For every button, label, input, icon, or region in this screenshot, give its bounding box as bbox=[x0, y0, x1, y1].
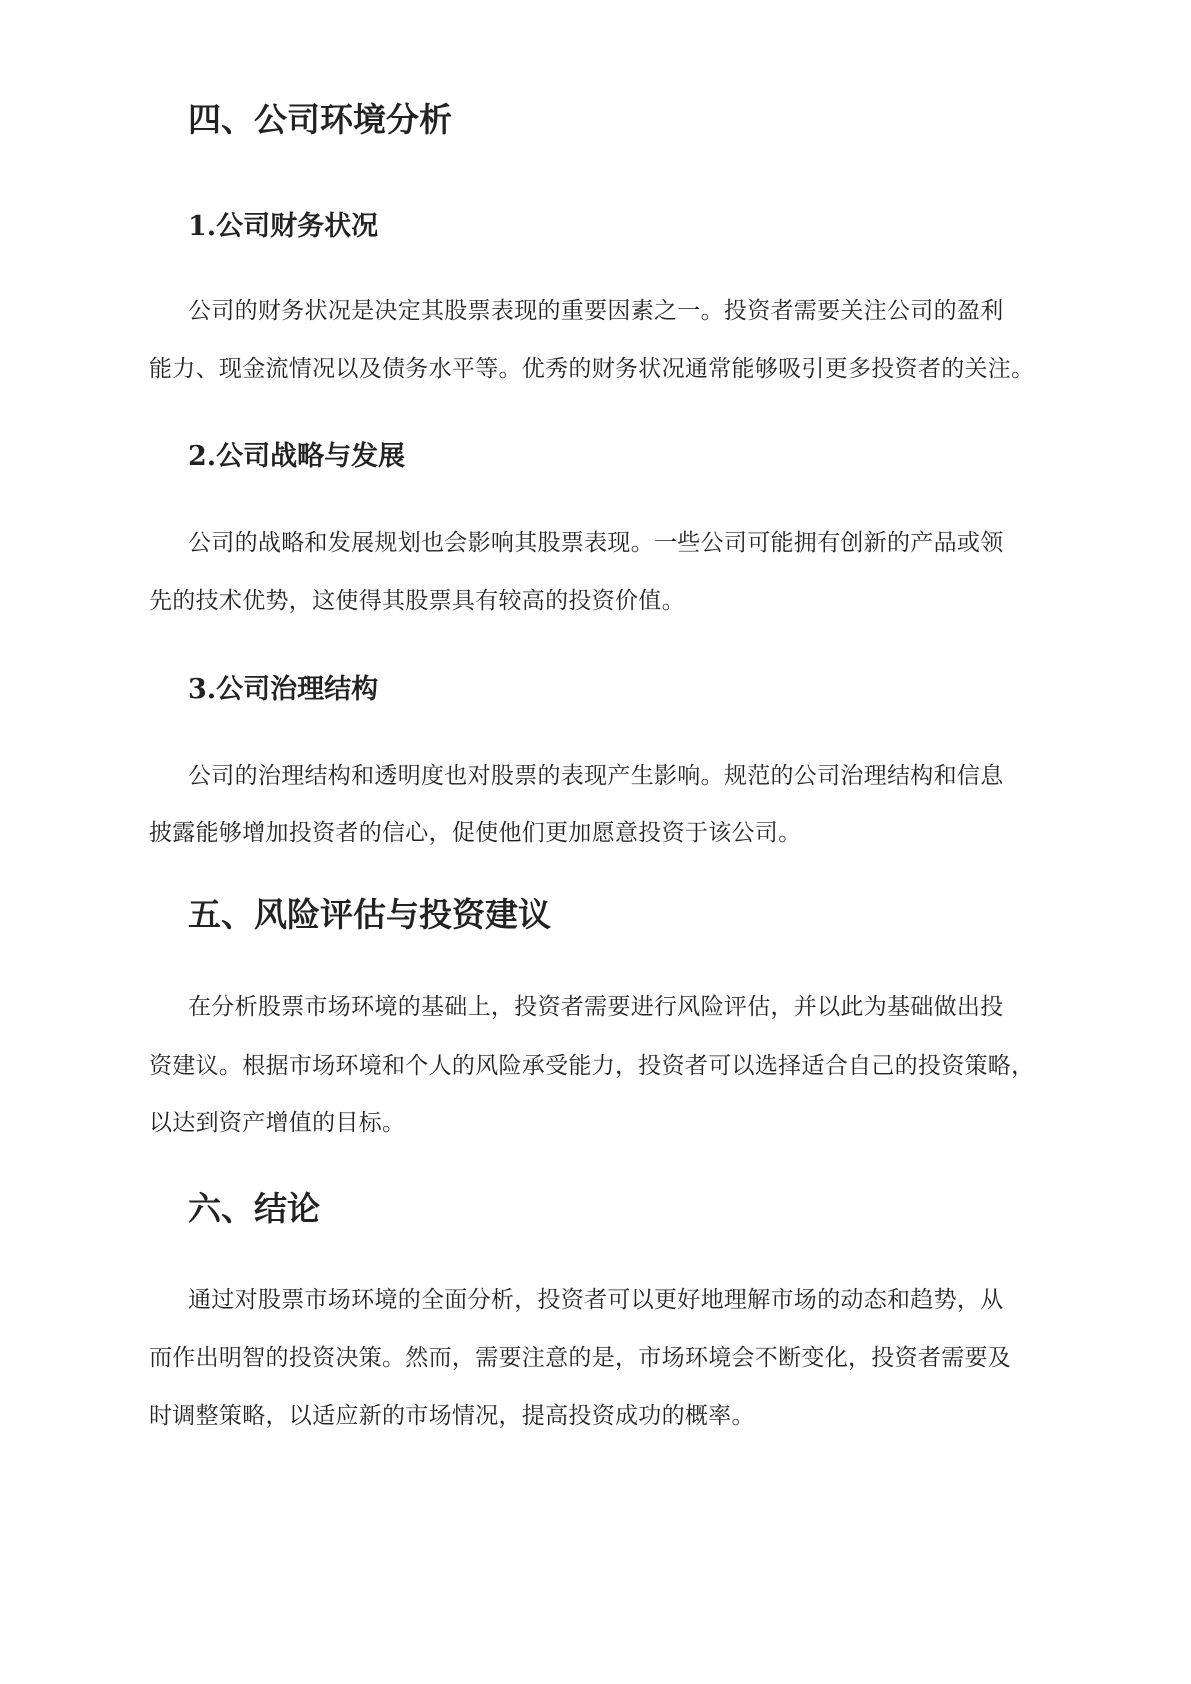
paragraph-line: 公司的财务状况是决定其股票表现的重要因素之一。投资者需要关注公司的盈利 bbox=[188, 298, 1004, 324]
paragraph-line: 以达到资产增值的目标。 bbox=[149, 1110, 406, 1136]
paragraph-line: 披露能够增加投资者的信心，促使他们更加愿意投资于该公司。 bbox=[149, 820, 802, 846]
paragraph-line: 通过对股票市场环境的全面分析，投资者可以更好地理解市场的动态和趋势，从 bbox=[188, 1287, 1004, 1313]
paragraph-line: 能力、现金流情况以及债务水平等。优秀的财务状况通常能够吸引更多投资者的关注。 bbox=[149, 356, 1035, 382]
section-heading-6: 六、结论 bbox=[188, 1189, 320, 1228]
paragraph-line: 时调整策略，以适应新的市场情况，提高投资成功的概率。 bbox=[149, 1403, 755, 1429]
paragraph-line: 在分析股票市场环境的基础上，投资者需要进行风险评估，并以此为基础做出投 bbox=[188, 994, 1004, 1020]
paragraph-line: 而作出明智的投资决策。然而，需要注意的是，市场环境会不断变化，投资者需要及 bbox=[149, 1345, 1012, 1371]
section-heading-4: 四、公司环境分析 bbox=[188, 100, 452, 139]
subsection-title-1: 1.公司财务状况 bbox=[188, 211, 379, 242]
subsection-title-3: 3.公司治理结构 bbox=[188, 674, 379, 705]
paragraph-line: 公司的治理结构和透明度也对股票的表现产生影响。规范的公司治理结构和信息 bbox=[188, 763, 1004, 789]
paragraph-line: 公司的战略和发展规划也会影响其股票表现。一些公司可能拥有创新的产品或领 bbox=[188, 530, 1004, 556]
paragraph-line: 先的技术优势，这使得其股票具有较高的投资价值。 bbox=[149, 588, 685, 614]
subsection-title-2: 2.公司战略与发展 bbox=[188, 441, 406, 472]
section-heading-5: 五、风险评估与投资建议 bbox=[188, 895, 551, 934]
paragraph-line: 资建议。根据市场环境和个人的风险承受能力，投资者可以选择适合自己的投资策略， bbox=[149, 1053, 1035, 1079]
